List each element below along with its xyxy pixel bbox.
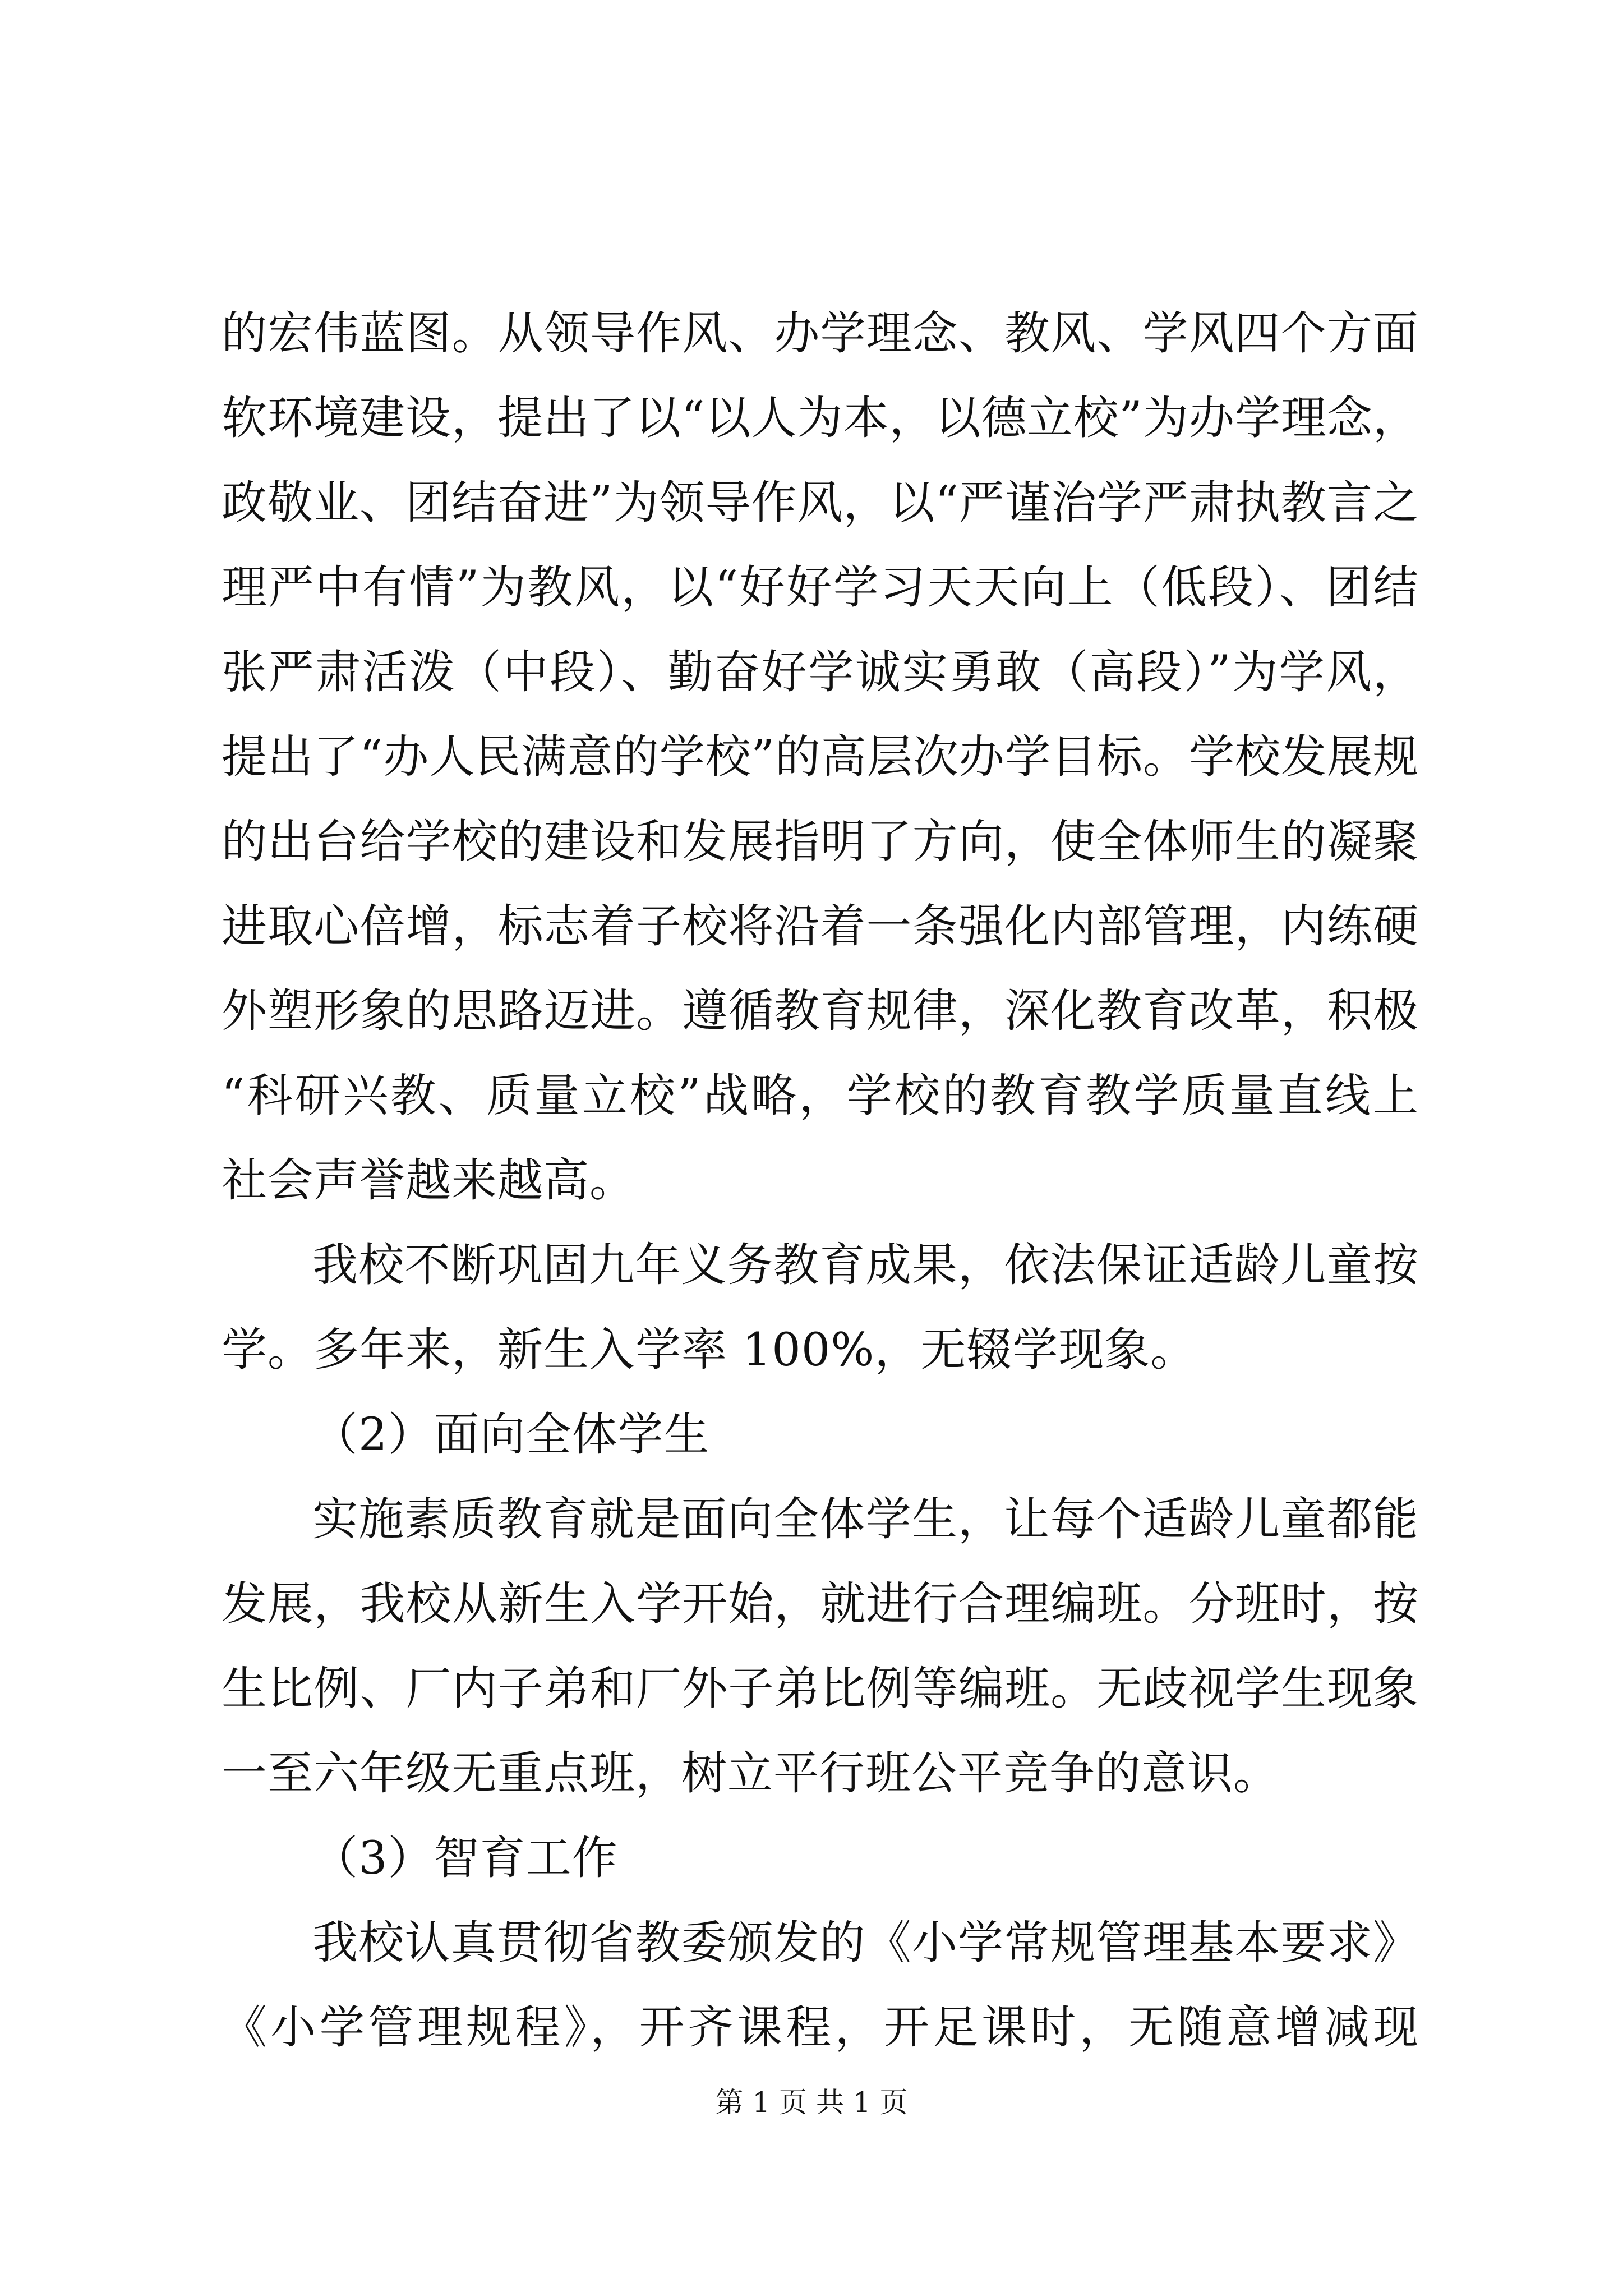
text-line: 一至六年级无重点班，树立平行班公平竞争的意识。 (222, 1747, 1280, 1800)
text-line: 学。多年来，新生入学率 100%，无辍学现象。 (222, 1324, 1197, 1377)
text-line: 理严中有情”为教风，以“好好学习天天向上（低段）、团结 (222, 562, 1419, 614)
page-number: 第 1 页 共 1 页 (715, 2086, 908, 2119)
text-line: 《小学管理规程》，开齐课程，开足课时，无随意增减现 (222, 2001, 1419, 2054)
text-line: 软环境建设，提出了以“以人为本，以德立校”为办学理念， (222, 392, 1419, 445)
text-line: 的宏伟蓝图。从领导作风、办学理念、教风、学风四个方面 (222, 307, 1419, 360)
text-line: 的出台给学校的建设和发展指明了方向，使全体师生的凝聚 (222, 816, 1419, 868)
text-line: “科研兴教、质量立校”战略，学校的教育教学质量直线上 (222, 1070, 1419, 1122)
text-line: 进取心倍增，标志着子校将沿着一条强化内部管理，内练硬 (222, 900, 1419, 953)
section-heading: （3）智育工作 (312, 1832, 618, 1885)
text-line: 张严肃活泼（中段）、勤奋好学诚实勇敢（高段）”为学风， (222, 646, 1419, 699)
text-line: 社会声誉越来越高。 (222, 1154, 636, 1207)
document-body (222, 292, 1419, 2070)
text-line: 发展，我校从新生入学开始，就进行合理编班。分班时，按 (222, 1578, 1419, 1631)
text-line: 外塑形象的思路迈进。遵循教育规律，深化教育改革，积极 (222, 985, 1419, 1038)
section-heading: （2）面向全体学生 (312, 1409, 710, 1461)
text-line: 生比例、厂内子弟和厂外子弟比例等编班。无歧视学生现象 (222, 1663, 1419, 1715)
text-line: 提出了“办人民满意的学校”的高层次办学目标。学校发展规 (222, 731, 1419, 784)
text-line: 政敬业、团结奋进”为领导作风，以“严谨治学严肃执教言之 (222, 477, 1419, 530)
paragraph-first-line: 我校不断巩固九年义务教育成果，依法保证适龄儿童按 (312, 1239, 1419, 1292)
paragraph-first-line: 我校认真贯彻省教委颁发的《小学常规管理基本要求》 (312, 1917, 1419, 1970)
paragraph-first-line: 实施素质教育就是面向全体学生，让每个适龄儿童都能 (312, 1493, 1419, 1546)
